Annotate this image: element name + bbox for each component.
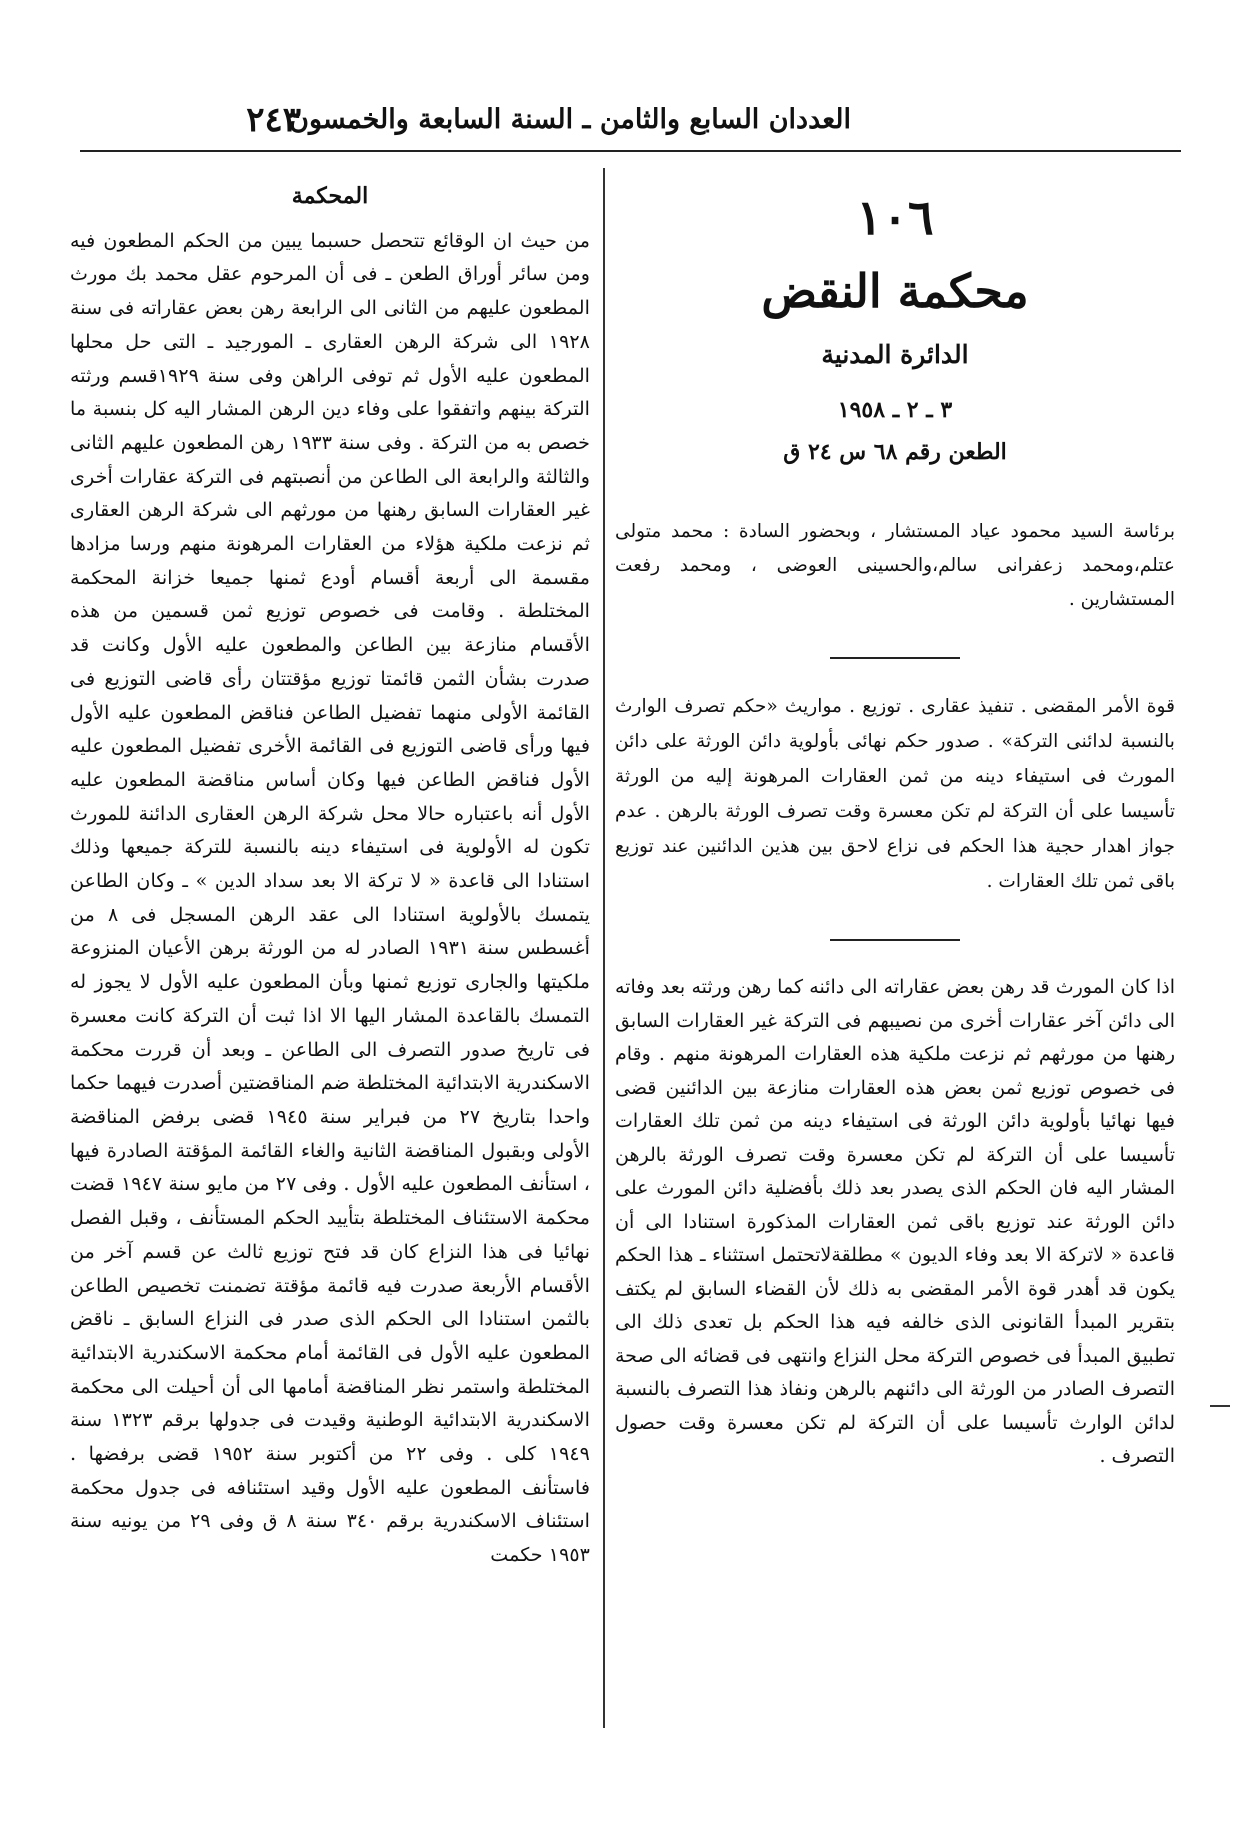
page-number: ٢٤٣: [246, 100, 301, 140]
right-column: [615, 190, 1175, 1474]
running-title: العددان السابع والثامن ـ السنة السابعة والخمسون: [289, 104, 851, 135]
section-divider: [830, 657, 960, 659]
section-heading: المحكمة: [291, 183, 369, 209]
judgment-text: من حيث ان الوقائع تتحصل حسبما يبين من الحكم المطعون فيه ومن سائر أوراق الطعن ـ فى أن المرحوم عقل محمد بك مورث المطعون عليهم من الثانى الى الرابعة رهن بعض عقاراته فى سنة ١٩٢٨ الى شركة الرهن العقارى ـ المورجيد ـ التى حل محلها المطعون عليه الأول ثم توفى الراهن وفى سنة ١٩٢٩قسم ورثته التركة بينهم واتفقوا على وفاء دين الرهن المشار اليه كل بنسبة ما خصص به من التركة . وفى سنة ١٩٣٣ رهن المطعون عليهم الثانى والثالثة والرابعة الى الطاعن من أنصبتهم فى التركة عقارات أخرى غير العقارات السابق رهنها من مورثهم الى شركة الرهن العقارى ثم نزعت ملكية هؤلاء من العقارات المرهونة منهم ورسا مزادها مقسمة الى أربعة أقسام أودع ثمنها جميعا خزانة المحكمة المختلطة . وقامت فى خصوص توزيع ثمن قسمين من هذه الأقسام منازعة بين الطاعن والمطعون عليه الأول وكانت قد صدرت بشأن الثمن قائمتا توزيع مؤقتتان رأى قاضى التوزيع فى القائمة الأولى منهما تفضيل الطاعن فناقض المطعون عليه الأول فيها ورأى قاضى التوزيع فى القائمة الأخرى تفضيل المطعون عليه الأول فناقض الطاعن فيها وكان أساس مناقضة المطعون عليه الأول أنه باعتباره حالا محل شركة الرهن العقارى الدائنة للمورث تكون له الأولوية فى استيفاء دينه بالنسبة للتركة جميعها وذلك استنادا الى قاعدة « لا تركة الا بعد سداد الدين » ـ وكان الطاعن يتمسك بالأولوية استنادا الى عقد الرهن المسجل فى ٨ من أغسطس سنة ١٩٣١ الصادر له من الورثة برهن الأعيان المنزوعة ملكيتها والجارى توزيع ثمنها وبأن المطعون عليه الأول لا يجوز له التمسك بالقاعدة المشار اليها الا اذا ثبت أن التركة كانت معسرة فى تاريخ صدور التصرف الى الطاعن ـ وبعد أن قررت محكمة الاسكندرية الابتدائية المختلطة ضم المناقضتين أصدرت فيهما حكما واحدا بتاريخ ٢٧ من فبراير سنة ١٩٤٥ قضى برفض المناقضة الأولى وبقبول المناقضة الثانية والغاء القائمة المؤقتة الصادرة فيها ، استأنف المطعون عليه الأول . وفى ٢٧ من مايو سنة ١٩٤٧ قضت محكمة الاستئناف المختلطة بتأييد الحكم المستأنف ، وقبل الفصل نهائيا فى هذا النزاع كان قد فتح توزيع ثالث عن قسم آخر من الأقسام الأربعة صدرت فيه قائمة مؤقتة تضمنت تخصيص الطاعن بالثمن استنادا الى الحكم الذى صدر فى النزاع السابق ـ ناقض المطعون عليه الأول فى القائمة أمام محكمة الاسكندرية الابتدائية المختلطة واستمر نظر المناقضة أمامها الى أن أحيلت الى محكمة الاسكندرية الابتدائية الوطنية وقيدت فى جدولها برقم ١٣٢٣ سنة ١٩٤٩ كلى . وفى ٢٢ من أكتوبر سنة ١٩٥٢ قضى برفضها . فاستأنف المطعون عليه الأول وقيد استئنافه فى جدول محكمة استئناف الاسكندرية برقم ٣٤٠ سنة ٨ ق وفى ٢٩ من يونيه سنة ١٩٥٣ حكمت: [70, 228, 591, 1567]
margin-mark: [1210, 1405, 1230, 1407]
column-divider: [603, 168, 605, 1728]
legal-principle: اذا كان المورث قد رهن بعض عقاراته الى دائنه كما رهن ورثته بعد وفاته الى دائن آخر عقارات أخرى من نصيبهم فى التركة غير العقارات السابق رهنها من مورثهم ثم نزعت ملكية هذه العقارات المرهونة منهم . وقام فى خصوص توزيع ثمن بعض هذه العقارات منازعة بين الدائنين قضى فيها نهائيا بأولوية دائن الورثة فى استيفاء دينه من ثمن تلك العقارات تأسيسا على أن التركة لم تكن معسرة وقت تصرف الورثة بالرهن المشار اليه فان الحكم الذى يصدر بعد ذلك بأفضلية دائن المورث على دائن الورثة عند توزيع باقى ثمن العقارات المذكورة استنادا الى أن قاعدة « لاتركة الا بعد وفاء الديون » مطلقةلاتحتمل استثناء ـ هذا الحكم يكون قد أهدر قوة الأمر المقضى به ذلك لأن القضاء السابق لم يكتف بتقرير المبدأ القانونى الذى خالفه فيه هذا الحكم بل تعدى ذلك الى تطبيق المبدأ فى خصوص التركة محل النزاع وانتهى فى قضائه الى صحة التصرف الصادر من الورثة الى دائنهم بالرهن ونفاذ هذا التصرف بالنسبة لدائن الوارث تأسيسا على أن التركة لم تكن معسرة وقت حصول التصرف .: [615, 976, 1175, 1467]
left-column: [70, 180, 590, 1572]
decision-date: ٣ ـ ٢ ـ ١٩٥٨: [837, 397, 953, 423]
case-number: ١٠٦: [856, 190, 934, 246]
appeal-number: الطعن رقم ٦٨ س ٢٤ ق: [783, 439, 1007, 465]
bench-composition: برئاسة السيد محمود عياد المستشار ، وبحضور السادة : محمد متولى عتلم،ومحمد زعفرانى سالم،والحسينى العوضى ، ومحمد رفعت المستشارين .: [615, 521, 1175, 610]
section-divider: [830, 939, 960, 941]
circuit-name: الدائرة المدنية: [821, 340, 969, 369]
page-header: [80, 100, 1181, 152]
court-name: محكمة النقض: [761, 264, 1029, 318]
headnote: قوة الأمر المقضى . تنفيذ عقارى . توزيع . مواريث «حكم تصرف الوارث بالنسبة لدائنى التركة» . صدور حكم نهائى بأولوية دائن الورثة على دائن المورث فى استيفاء دينه من ثمن العقارات المرهونة إليه من الورثة تأسيسا على أن التركة لم تكن معسرة وقت تصرف الورثة بالرهن . عدم جواز اهدار حجية هذا الحكم فى نزاع لاحق بين هذين الدائنين عند توزيع باقى ثمن تلك العقارات .: [615, 696, 1175, 892]
